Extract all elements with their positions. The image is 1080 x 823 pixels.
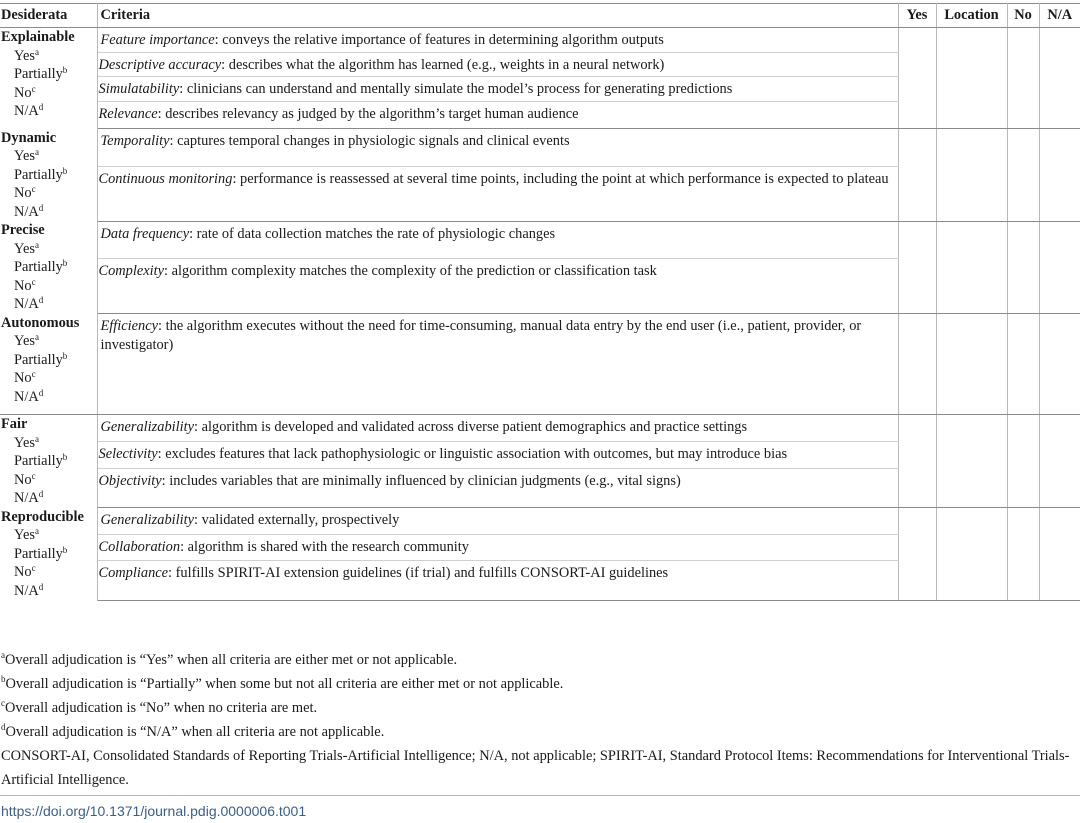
desiderata-name: Dynamic [1, 129, 57, 146]
rating-cell-no[interactable] [1007, 77, 1039, 102]
criterion-description: : describes relevancy as judged by the algorithm’s target human audience [157, 105, 579, 122]
criteria-cell [97, 442, 898, 469]
option-label: Yes [14, 434, 35, 451]
rating-cell-yes[interactable] [898, 469, 936, 508]
rating-cell-na[interactable] [1039, 469, 1080, 508]
table-row [0, 314, 1080, 415]
adjudication-option-yes [1, 332, 94, 351]
criteria-cell [97, 52, 898, 77]
option-label: N/A [14, 103, 39, 119]
rating-cell-no[interactable] [1007, 259, 1039, 314]
rating-cell-yes[interactable] [898, 101, 936, 129]
adjudication-option-no [1, 369, 94, 388]
rating-cell-location[interactable] [936, 166, 1007, 221]
adjudication-option-partially [1, 166, 94, 185]
rating-cell-na[interactable] [1039, 166, 1080, 221]
desiderata-name: Fair [1, 416, 28, 432]
option-label: No [14, 370, 32, 386]
rating-cell-location[interactable] [936, 52, 1007, 77]
rating-cell-na[interactable] [1039, 259, 1080, 314]
table-row [0, 101, 1080, 129]
criteria-cell [97, 28, 898, 53]
desiderata-table [0, 3, 1080, 601]
footnote-mark: c [31, 83, 36, 94]
footnote-mark: d [38, 202, 44, 213]
rating-cell-location[interactable] [936, 101, 1007, 129]
rating-cell-location[interactable] [936, 534, 1007, 561]
footer-divider [0, 795, 1080, 796]
table-footnotes [1, 648, 1076, 792]
criterion-term: Efficiency [100, 318, 159, 334]
rating-cell-location[interactable] [936, 221, 1007, 259]
option-label: Yes [14, 47, 35, 64]
criteria-cell [97, 259, 898, 314]
adjudication-option-na [1, 388, 94, 407]
header-no: No [1007, 4, 1039, 28]
criterion-description: : rate of data collection matches the rate of physiologic changes [189, 225, 556, 242]
rating-cell-location[interactable] [936, 129, 1007, 167]
criterion-description: : describes what the algorithm has learned (e.g., weights in a neural network) [221, 56, 665, 73]
footnote [1, 720, 1076, 744]
rating-cell-no[interactable] [1007, 28, 1039, 53]
table-row [0, 534, 1080, 561]
adjudication-option-na [1, 102, 94, 121]
header-location: Location [936, 4, 1007, 28]
option-label: No [14, 277, 32, 294]
criterion-description: : algorithm is developed and validated across diverse patient demographics and practice settings [194, 419, 748, 435]
rating-cell-yes[interactable] [898, 28, 936, 53]
adjudication-option-partially [1, 258, 94, 277]
footnote-mark: b [1, 674, 6, 684]
table-row [0, 28, 1080, 53]
footnote-mark: a [1, 650, 5, 660]
desiderata-cell [0, 221, 97, 314]
adjudication-option-yes [1, 240, 94, 259]
desiderata-name: Reproducible [1, 508, 84, 525]
criterion-description: : fulfills SPIRIT-AI extension guidelines (if trial) and fulfills CONSORT-AI guidelines [168, 565, 669, 582]
criterion-term: Continuous monitoring [98, 170, 233, 187]
option-label: Yes [14, 148, 35, 164]
criterion-description: : conveys the relative importance of features in determining algorithm outputs [214, 32, 664, 48]
table-header-row [0, 4, 1080, 28]
option-label: N/A [14, 296, 39, 312]
option-label: Partially [14, 259, 63, 275]
desiderata-group [0, 221, 1080, 314]
criterion-description: : the algorithm executes without the need for time-consuming, manual data entry by the end user (i.e., patient, provider, or investigator) [100, 318, 862, 353]
footnote-text: Overall adjudication is “Partially” when some but not all criteria are either met or not applicable. [5, 676, 564, 692]
adjudication-option-no [1, 184, 94, 203]
desiderata-group [0, 314, 1080, 415]
rating-cell-yes[interactable] [898, 442, 936, 469]
rating-cell-no[interactable] [1007, 52, 1039, 77]
criteria-cell [97, 469, 898, 508]
rating-cell-yes[interactable] [898, 259, 936, 314]
option-label: Partially [14, 351, 63, 368]
footnote-mark: a [34, 526, 39, 536]
header-na: N/A [1039, 4, 1080, 28]
footnote-mark: d [38, 489, 44, 499]
criterion-term: Generalizability [100, 419, 195, 435]
adjudication-option-yes [1, 147, 94, 166]
desiderata-cell [0, 508, 97, 601]
desiderata-name: Explainable [1, 29, 75, 45]
option-label: No [14, 84, 32, 101]
table-row [0, 508, 1080, 535]
rating-cell-yes[interactable] [898, 166, 936, 221]
rating-cell-yes[interactable] [898, 561, 936, 600]
footnote-mark: a [34, 147, 39, 157]
table-row [0, 221, 1080, 259]
rating-cell-no[interactable] [1007, 508, 1039, 535]
rating-cell-no[interactable] [1007, 129, 1039, 167]
footnote-mark: b [62, 165, 68, 176]
footnote-mark: c [31, 470, 36, 481]
table-row [0, 77, 1080, 102]
footnote-mark: a [34, 239, 39, 250]
footnote [1, 648, 1076, 672]
criteria-cell [97, 129, 898, 167]
rating-cell-no[interactable] [1007, 442, 1039, 469]
rating-cell-no[interactable] [1007, 221, 1039, 259]
option-label: Partially [14, 66, 63, 82]
criteria-cell [97, 166, 898, 221]
adjudication-option-na [1, 295, 94, 314]
rating-cell-na[interactable] [1039, 314, 1080, 415]
table-row [0, 442, 1080, 469]
rating-cell-location[interactable] [936, 508, 1007, 535]
option-label: Partially [14, 166, 63, 183]
rating-cell-no[interactable] [1007, 415, 1039, 442]
criterion-term: Generalizability [100, 512, 195, 528]
desiderata-cell [0, 28, 97, 129]
table-row [0, 259, 1080, 314]
rating-cell-location[interactable] [936, 28, 1007, 53]
criterion-description: : captures temporal changes in physiologic signals and clinical events [169, 133, 570, 149]
rating-cell-na[interactable] [1039, 101, 1080, 129]
criterion-term: Objectivity [98, 473, 162, 489]
rating-cell-no[interactable] [1007, 314, 1039, 415]
rating-cell-na[interactable] [1039, 52, 1080, 77]
criterion-description: : algorithm complexity matches the complexity of the prediction or classification task [164, 263, 657, 280]
footnote-mark: a [34, 332, 39, 342]
option-label: Yes [14, 333, 35, 349]
footnote-mark: d [38, 581, 44, 592]
adjudication-option-partially [1, 65, 94, 84]
footnote-mark: d [38, 102, 44, 112]
criterion-description: : algorithm is shared with the research community [180, 538, 469, 555]
table-row [0, 561, 1080, 600]
option-label: Partially [14, 453, 63, 469]
adjudication-option-yes [1, 47, 94, 66]
table-row [0, 469, 1080, 508]
rating-cell-yes[interactable] [898, 415, 936, 442]
rating-cell-location[interactable] [936, 415, 1007, 442]
rating-cell-no[interactable] [1007, 101, 1039, 129]
adjudication-option-partially [1, 351, 94, 370]
criteria-cell [97, 314, 898, 415]
footnote-mark: b [62, 258, 68, 268]
footnote [1, 696, 1076, 720]
desiderata-cell [0, 314, 97, 415]
header-desiderata: Desiderata [0, 4, 97, 28]
criterion-term: Data frequency [100, 225, 190, 242]
footnote-mark: b [62, 452, 68, 462]
footnote-mark: c [31, 276, 36, 287]
criterion-term: Selectivity [98, 446, 158, 462]
footnote-mark: d [38, 387, 44, 398]
footnote [1, 744, 1076, 792]
table-row [0, 129, 1080, 167]
desiderata-name: Precise [1, 222, 45, 238]
rating-cell-yes[interactable] [898, 221, 936, 259]
criteria-cell [97, 221, 898, 259]
criterion-term: Relevance [98, 105, 158, 122]
footnote [1, 672, 1076, 696]
rating-cell-yes[interactable] [898, 52, 936, 77]
criterion-term: Compliance [98, 565, 169, 582]
footnote-mark: b [62, 544, 68, 555]
criterion-term: Collaboration [98, 538, 181, 555]
rating-cell-na[interactable] [1039, 415, 1080, 442]
header-criteria: Criteria [97, 4, 898, 28]
option-label: No [14, 471, 32, 488]
criteria-cell [97, 77, 898, 102]
footnote-mark: c [31, 369, 36, 379]
criteria-cell [97, 508, 898, 535]
footnote-text: Overall adjudication is “Yes” when all criteria are either met or not applicable. [5, 652, 458, 668]
rating-cell-na[interactable] [1039, 561, 1080, 600]
rating-cell-na[interactable] [1039, 442, 1080, 469]
rating-cell-no[interactable] [1007, 166, 1039, 221]
option-label: N/A [14, 582, 39, 599]
rating-cell-na[interactable] [1039, 77, 1080, 102]
adjudication-option-na [1, 489, 94, 508]
option-label: Yes [14, 527, 35, 543]
option-label: Partially [14, 545, 63, 562]
rating-cell-na[interactable] [1039, 28, 1080, 53]
rating-cell-na[interactable] [1039, 129, 1080, 167]
rating-cell-no[interactable] [1007, 469, 1039, 508]
criteria-cell [97, 415, 898, 442]
rating-cell-location[interactable] [936, 469, 1007, 508]
desiderata-group [0, 415, 1080, 508]
table-row [0, 415, 1080, 442]
header-yes: Yes [898, 4, 936, 28]
option-label: N/A [14, 490, 39, 506]
rating-cell-location[interactable] [936, 561, 1007, 600]
criteria-cell [97, 561, 898, 600]
footnote-mark: b [62, 350, 68, 361]
criterion-term: Simulatability [98, 81, 180, 97]
footnote-mark: a [34, 46, 39, 57]
option-label: Yes [14, 240, 35, 257]
adjudication-option-na [1, 203, 94, 222]
criterion-term: Temporality [100, 133, 170, 149]
option-label: N/A [14, 203, 39, 220]
criteria-cell [97, 534, 898, 561]
rating-cell-yes[interactable] [898, 77, 936, 102]
rating-cell-yes[interactable] [898, 129, 936, 167]
rating-cell-location[interactable] [936, 259, 1007, 314]
desiderata-name: Autonomous [1, 314, 80, 331]
footnote-mark: d [38, 295, 44, 305]
adjudication-option-no [1, 563, 94, 582]
desiderata-group [0, 508, 1080, 601]
footnote-mark: b [62, 65, 68, 75]
option-label: No [14, 564, 32, 580]
adjudication-option-no [1, 277, 94, 296]
adjudication-option-no [1, 471, 94, 490]
option-label: No [14, 185, 32, 201]
criterion-description: : clinicians can understand and mentally simulate the model’s process for generating predictions [179, 81, 733, 97]
desiderata-group [0, 28, 1080, 129]
rating-cell-no[interactable] [1007, 561, 1039, 600]
footnote-mark: c [31, 563, 36, 573]
rating-cell-na[interactable] [1039, 534, 1080, 561]
rating-cell-na[interactable] [1039, 221, 1080, 259]
adjudication-option-yes [1, 434, 94, 453]
criteria-cell [97, 101, 898, 129]
rating-cell-na[interactable] [1039, 508, 1080, 535]
adjudication-option-na [1, 582, 94, 601]
table-row [0, 52, 1080, 77]
footnote-mark: a [34, 433, 39, 444]
rating-cell-location[interactable] [936, 77, 1007, 102]
footnote-text: Overall adjudication is “No” when no criteria are met. [5, 700, 318, 716]
option-label: N/A [14, 388, 39, 405]
desiderata-cell [0, 129, 97, 222]
criterion-description: : includes variables that are minimally influenced by clinician judgments (e.g., vital signs) [161, 473, 681, 489]
criterion-description: : excludes features that lack pathophysiologic or linguistic association with outcomes, but may introduce bias [157, 446, 788, 462]
table-row [0, 166, 1080, 221]
criterion-term: Feature importance [100, 32, 215, 48]
adjudication-option-partially [1, 452, 94, 471]
desiderata-group [0, 129, 1080, 222]
criterion-description: : validated externally, prospectively [194, 512, 400, 528]
criterion-description: : performance is reassessed at several time points, including the point at which performance is expected to plateau [232, 170, 889, 187]
footnote-mark: c [31, 184, 36, 194]
footnote-text: Overall adjudication is “N/A” when all criteria are not applicable. [5, 724, 385, 740]
criterion-term: Complexity [98, 263, 165, 280]
footnote-mark: c [1, 698, 5, 708]
desiderata-cell [0, 415, 97, 508]
rating-cell-yes[interactable] [898, 314, 936, 415]
adjudication-option-partially [1, 545, 94, 564]
rating-cell-no[interactable] [1007, 534, 1039, 561]
footnote-text: CONSORT-AI, Consolidated Standards of Reporting Trials-Artificial Intelligence; N/A, not applicable; SPIRIT-AI, Standard Protocol Items: Recommendations for Interventional Trials-Artificial Intelligence. [1, 748, 1070, 788]
rating-cell-location[interactable] [936, 442, 1007, 469]
adjudication-option-no [1, 84, 94, 103]
criterion-term: Descriptive accuracy [98, 56, 222, 73]
footnote-mark: d [1, 722, 6, 732]
adjudication-option-yes [1, 526, 94, 545]
rating-cell-location[interactable] [936, 314, 1007, 415]
rating-cell-yes[interactable] [898, 508, 936, 535]
doi-link[interactable]: https://doi.org/10.1371/journal.pdig.0000006.t001 [1, 803, 307, 819]
rating-cell-yes[interactable] [898, 534, 936, 561]
